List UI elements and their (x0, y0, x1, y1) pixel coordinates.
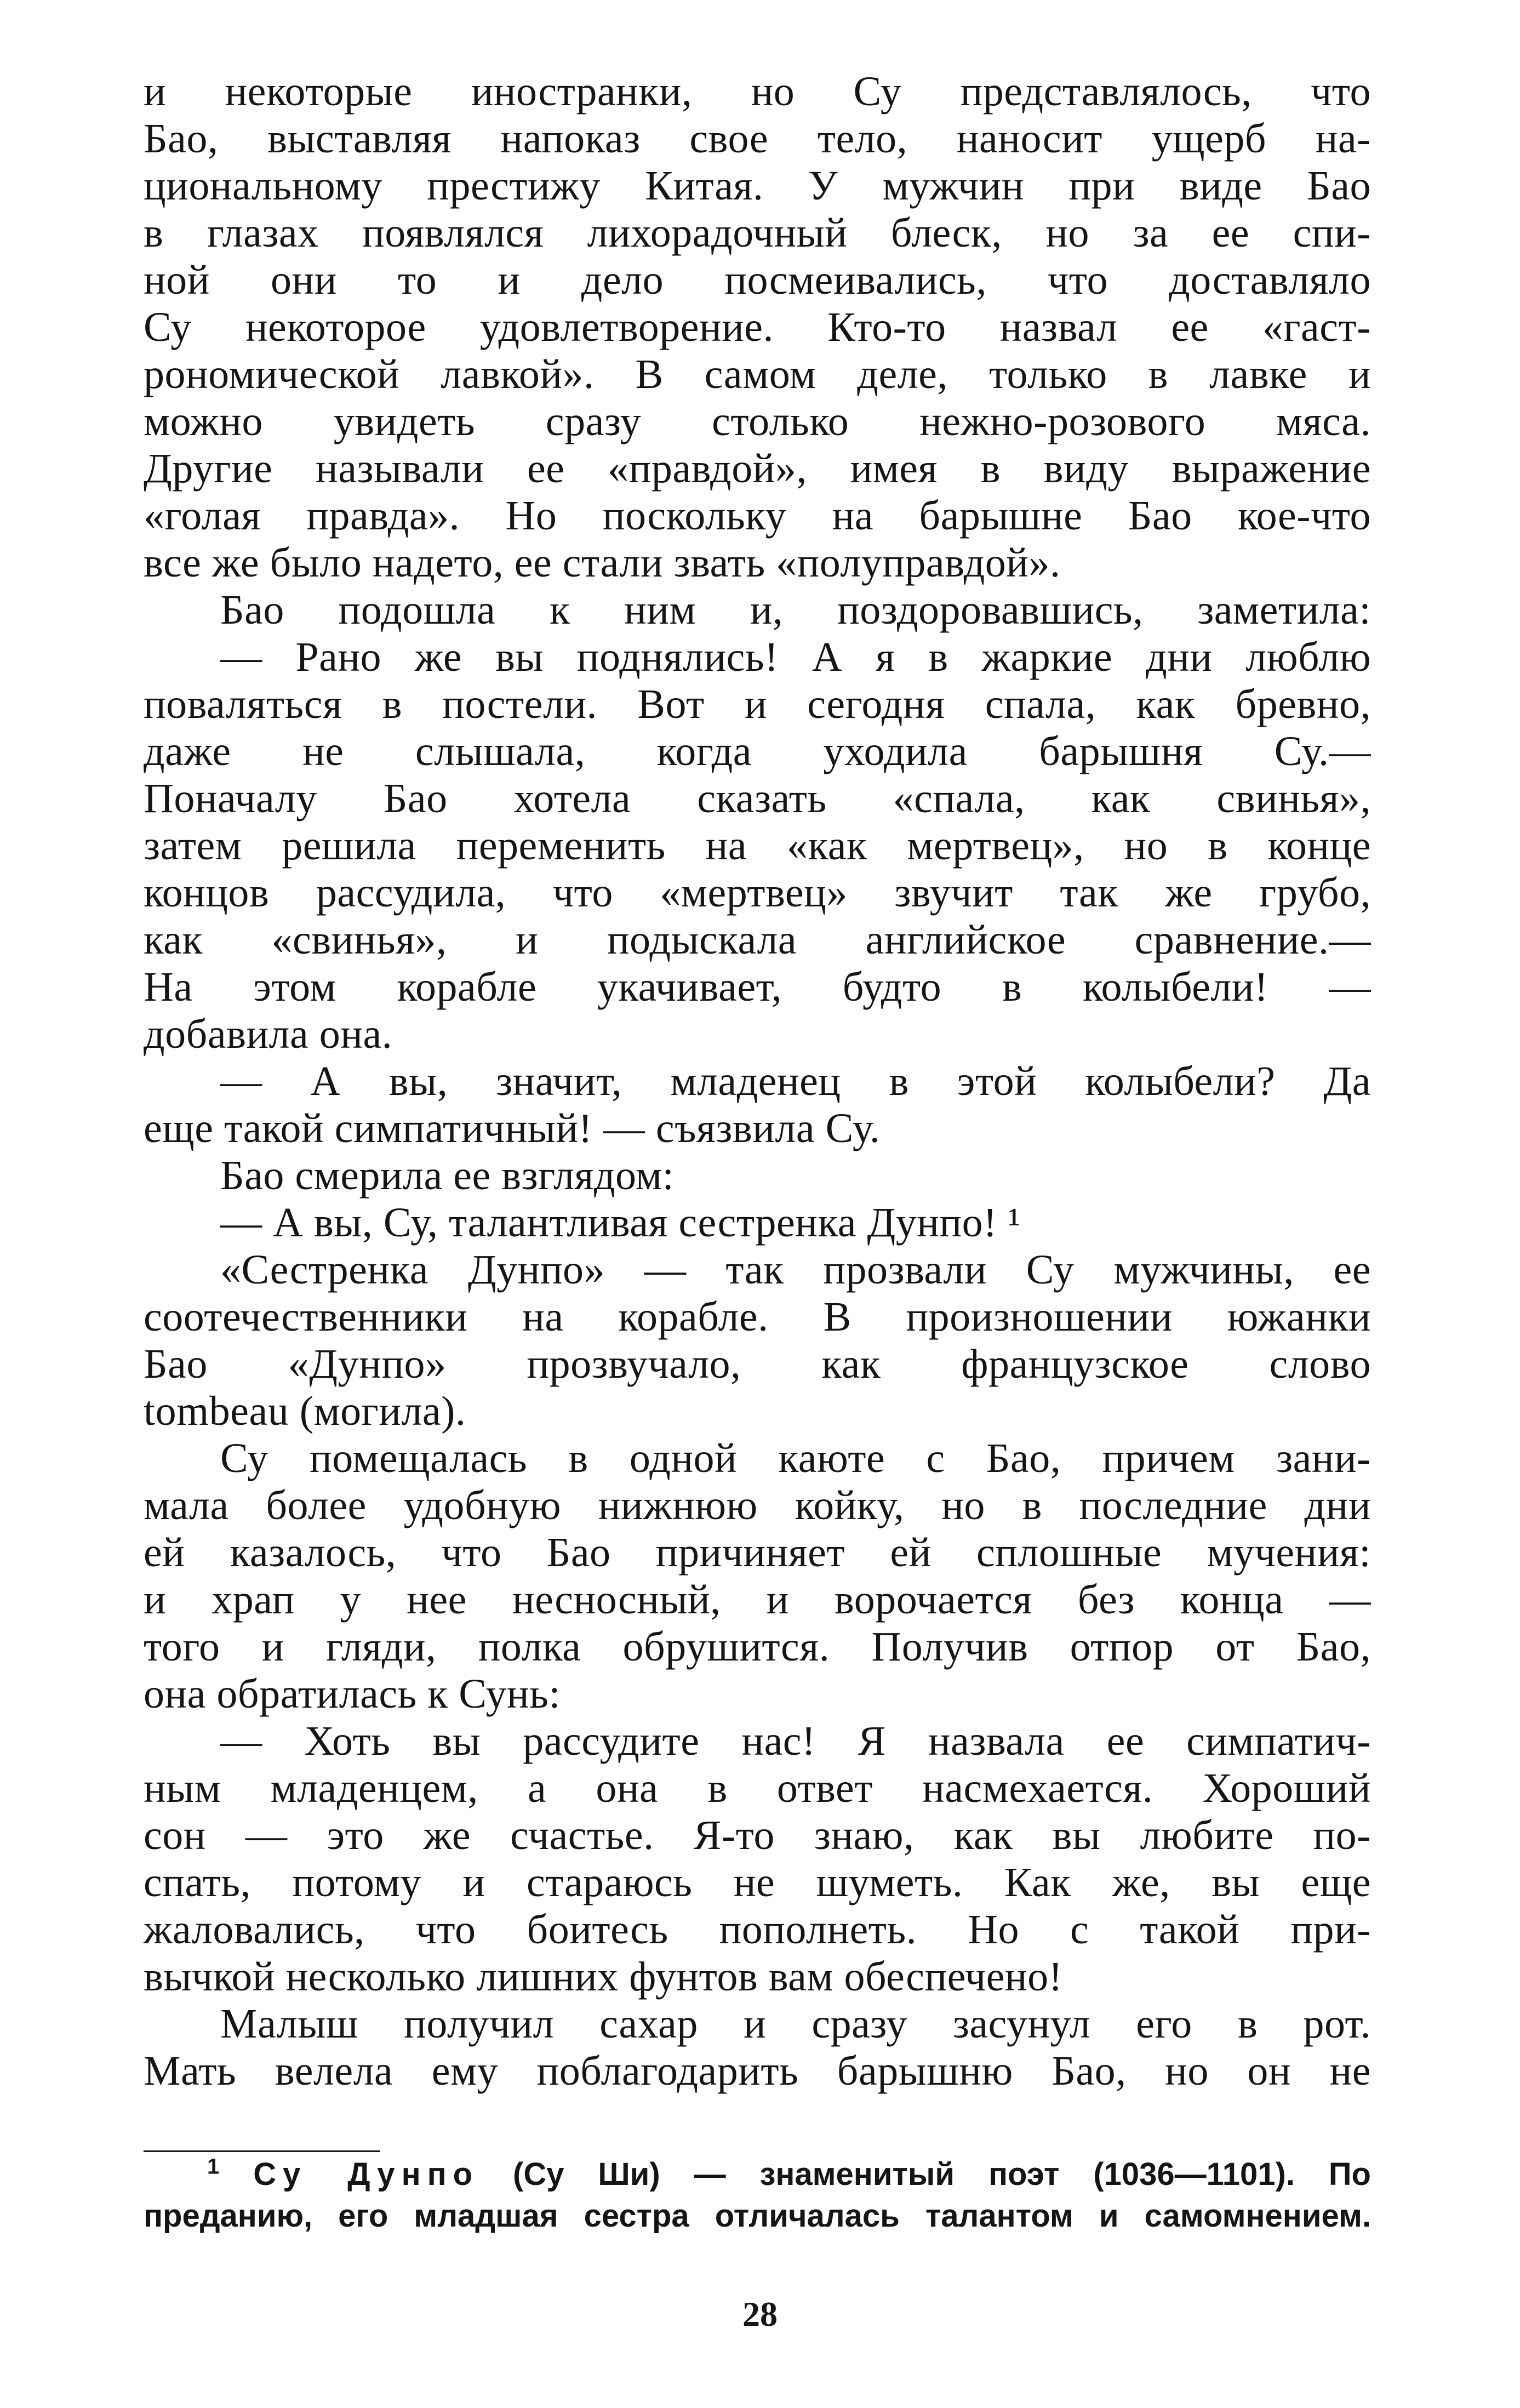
text-line: сон — это же счастье. Я-то знаю, как вы любите по- (144, 1812, 1371, 1858)
text-line: концов рассудила, что «мертвец» звучит так же грубо, (144, 870, 1371, 916)
text-line: соотечественники на корабле. В произношении южанки (144, 1294, 1371, 1340)
text-line: — Рано же вы поднялись! А я в жаркие дни люблю (220, 634, 1371, 680)
footnote-divider (144, 2150, 380, 2152)
text-line: «Сестренка Дунпо» — так прозвали Су мужчины, ее (220, 1247, 1371, 1293)
text-line: Бао подошла к ним и, поздоровавшись, заметила: (220, 587, 1371, 633)
text-line: в глазах появлялся лихорадочный блеск, но за ее спи- (144, 210, 1371, 256)
text-line: еще такой симпатичный! — съязвила Су. (144, 1105, 881, 1151)
text-line: того и гляди, полка обрушится. Получив отпор от Бао, (144, 1624, 1371, 1670)
footnote-line: преданию, его младшая сестра отличалась талантом и самомнением. (144, 2198, 1371, 2234)
text-line: Поначалу Бао хотела сказать «спала, как свинья», (144, 775, 1371, 821)
text-line: — А вы, Су, талантливая сестренка Дунпо! ¹ (220, 1200, 1021, 1246)
page-number: 28 (742, 2295, 778, 2333)
text-line: поваляться в постели. Вот и сегодня спала, как бревно, (144, 681, 1371, 727)
text-line: — А вы, значит, младенец в этой колыбели? Да (220, 1058, 1371, 1104)
text-line: «голая правда». Но поскольку на барышне Бао кое-что (144, 493, 1371, 539)
text-line: Мать велела ему поблагодарить барышню Бао, но он не (144, 2048, 1371, 2094)
footnote-marker: 1 (207, 2154, 220, 2179)
text-line: Бао «Дунпо» прозвучало, как французское слово (144, 1341, 1371, 1387)
text-line: ей казалось, что Бао причиняет ей сплошные мучения: (144, 1530, 1371, 1576)
text-line: На этом корабле укачивает, будто в колыбели! — (144, 964, 1371, 1010)
text-line: спать, потому и стараюсь не шуметь. Как же, вы еще (144, 1859, 1371, 1905)
footnote-line (144, 2154, 1371, 2195)
text-line: мала более удобную нижнюю койку, но в последние дни (144, 1482, 1371, 1528)
text-line: как «свинья», и подыскала английское сравнение.— (144, 917, 1371, 963)
text-line: ной они то и дело посмеивались, что доставляло (144, 257, 1371, 303)
text-line: Другие называли ее «правдой», имея в виду выражение (144, 446, 1371, 492)
text-line: ным младенцем, а она в ответ насмехается. Хороший (144, 1765, 1371, 1811)
text-line: добавила она. (144, 1011, 393, 1057)
text-line: даже не слышала, когда уходила барышня Су.— (144, 728, 1371, 774)
text-line: Бао смерила ее взглядом: (220, 1152, 675, 1199)
text-line: Су некоторое удовлетворение. Кто-то назвал ее «гаст- (144, 304, 1371, 350)
text-line: все же было надето, ее стали звать «полуправдой». (144, 540, 1061, 586)
text-line: Малыш получил сахар и сразу засунул его в рот. (220, 2001, 1371, 2047)
text-line: вычкой несколько лишних фунтов вам обеспечено! (144, 1954, 1063, 2000)
text-line: и храп у нее несносный, и ворочается без конца — (144, 1577, 1371, 1623)
text-line: рономической лавкой». В самом деле, только в лавке и (144, 351, 1371, 397)
text-line: Су помещалась в одной каюте с Бао, причем зани- (220, 1435, 1371, 1481)
text-line: и некоторые иностранки, но Су представлялось, что (144, 69, 1371, 115)
text-line: циональному престижу Китая. У мужчин при виде Бао (144, 163, 1371, 209)
text-line: tombeau (могила). (144, 1388, 466, 1434)
footnote-name: Су Дунпо (253, 2156, 479, 2192)
footnote-text: (Су Ши) — знаменитый поэт (1036—1101). По (479, 2156, 1371, 2192)
footnote (144, 2154, 1371, 2237)
text-line: она обратилась к Сунь: (144, 1671, 561, 1717)
text-line: Бао, выставляя напоказ свое тело, наносит ущерб на- (144, 116, 1371, 162)
main-text (144, 68, 1371, 2095)
text-line: жаловались, что боитесь пополнеть. Но с такой при- (144, 1907, 1371, 1953)
text-line: — Хоть вы рассудите нас! Я назвала ее симпатич- (220, 1718, 1371, 1764)
text-line: можно увидеть сразу столько нежно-розового мяса. (144, 398, 1371, 444)
text-line: затем решила переменить на «как мертвец», но в конце (144, 823, 1371, 869)
